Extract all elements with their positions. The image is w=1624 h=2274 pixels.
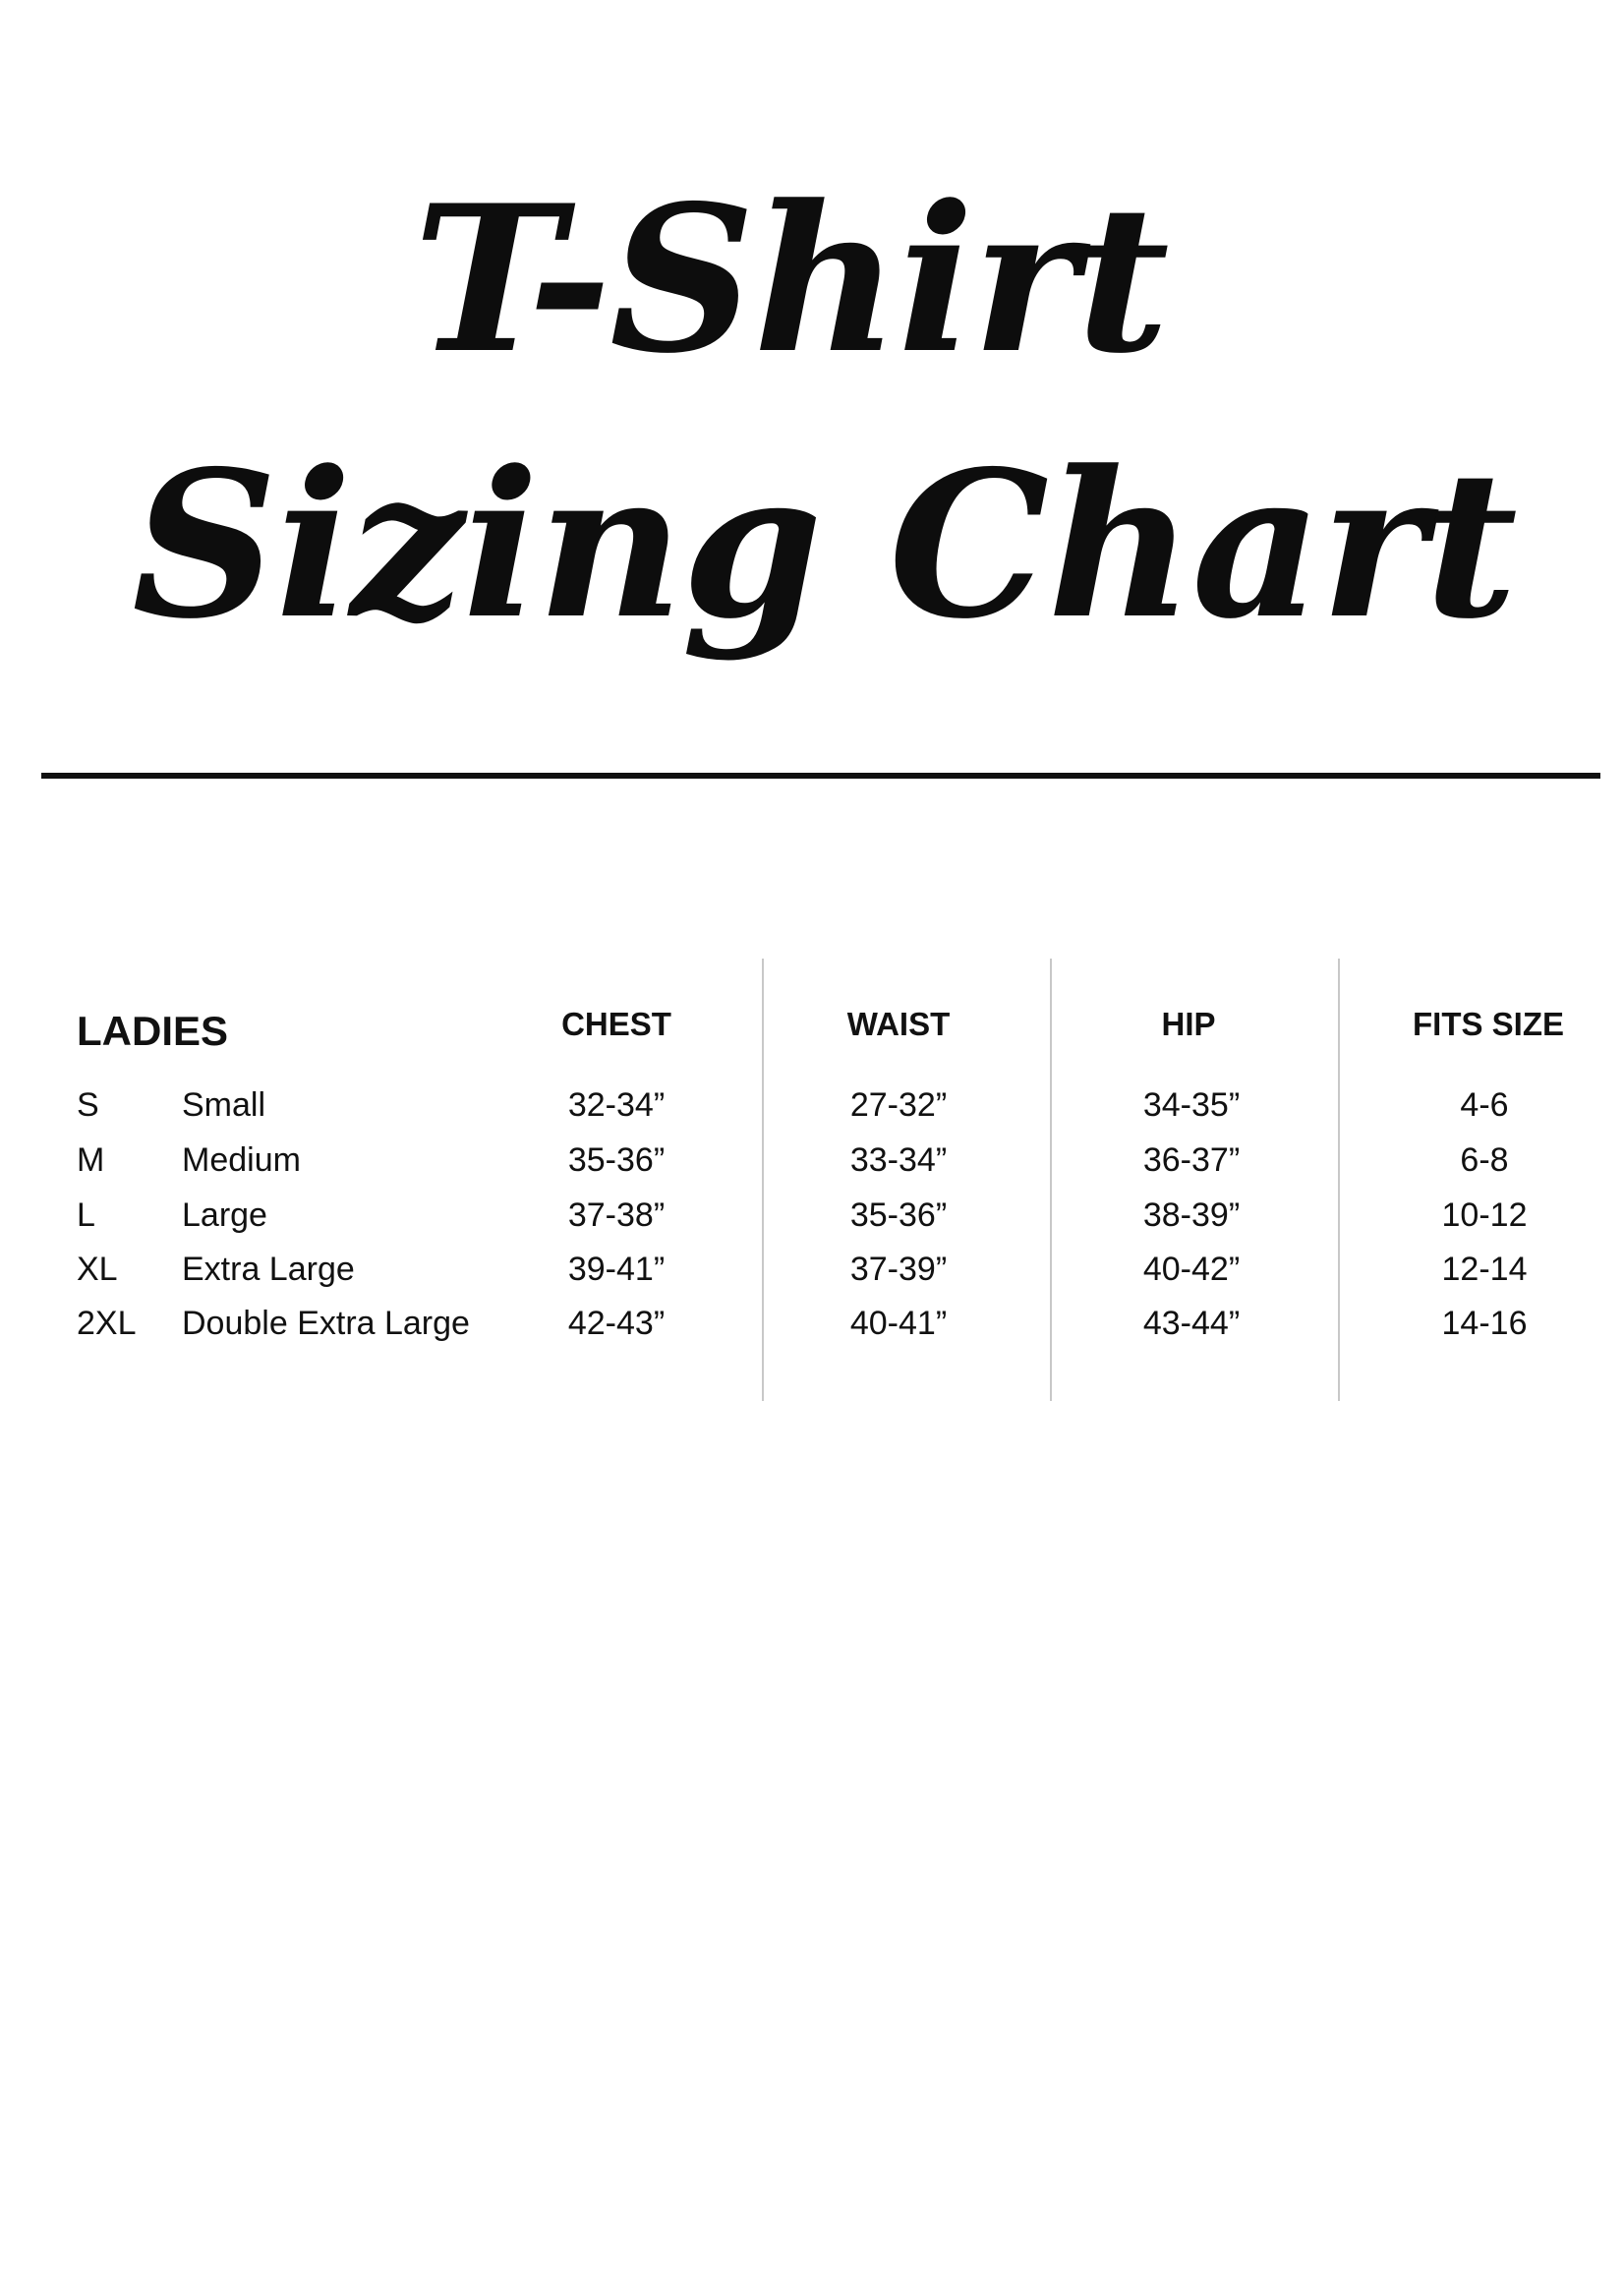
size-name: Large (182, 1196, 267, 1234)
header-chest: CHEST (561, 1006, 671, 1042)
chest-value: 42-43” (567, 1305, 666, 1342)
hip-value: 38-39” (1142, 1196, 1241, 1234)
size-code: 2XL (77, 1305, 137, 1342)
title-divider (41, 773, 1600, 779)
fits-size-value: 6-8 (1460, 1141, 1509, 1179)
header-waist: WAIST (846, 1006, 951, 1042)
header-hip: HIP (1161, 1006, 1216, 1042)
fits-size-value: 10-12 (1441, 1196, 1528, 1234)
table-row (0, 1086, 1624, 1140)
table-row (0, 1141, 1624, 1195)
size-code: L (77, 1196, 95, 1234)
size-name: Small (182, 1086, 266, 1124)
fits-size-value: 12-14 (1441, 1251, 1528, 1288)
header-fits-size: FITS SIZE (1412, 1006, 1565, 1042)
waist-value: 37-39” (849, 1251, 948, 1288)
hip-value: 43-44” (1142, 1305, 1241, 1342)
size-name: Extra Large (182, 1251, 355, 1288)
waist-value: 35-36” (849, 1196, 948, 1234)
waist-value: 40-41” (849, 1305, 948, 1342)
page-title (0, 147, 1624, 678)
size-name: Medium (182, 1141, 301, 1179)
waist-value: 27-32” (849, 1086, 948, 1124)
sizing-table (0, 959, 1624, 1401)
chest-value: 32-34” (567, 1086, 666, 1124)
chest-value: 35-36” (567, 1141, 666, 1179)
section-title: LADIES (77, 1008, 229, 1054)
title-line-1: T-Shirt (413, 162, 1168, 398)
size-code: XL (77, 1251, 118, 1288)
chest-value: 39-41” (567, 1251, 666, 1288)
size-code: S (77, 1086, 99, 1124)
hip-value: 34-35” (1142, 1086, 1241, 1124)
fits-size-value: 14-16 (1441, 1305, 1528, 1342)
title-line-2: Sizing Chart (132, 428, 1516, 664)
size-code: M (77, 1141, 105, 1179)
table-row (0, 1305, 1624, 1359)
waist-value: 33-34” (849, 1141, 948, 1179)
table-row (0, 1251, 1624, 1305)
chest-value: 37-38” (567, 1196, 666, 1234)
table-row (0, 1196, 1624, 1251)
hip-value: 36-37” (1142, 1141, 1241, 1179)
hip-value: 40-42” (1142, 1251, 1241, 1288)
size-name: Double Extra Large (182, 1305, 470, 1342)
fits-size-value: 4-6 (1460, 1086, 1509, 1124)
